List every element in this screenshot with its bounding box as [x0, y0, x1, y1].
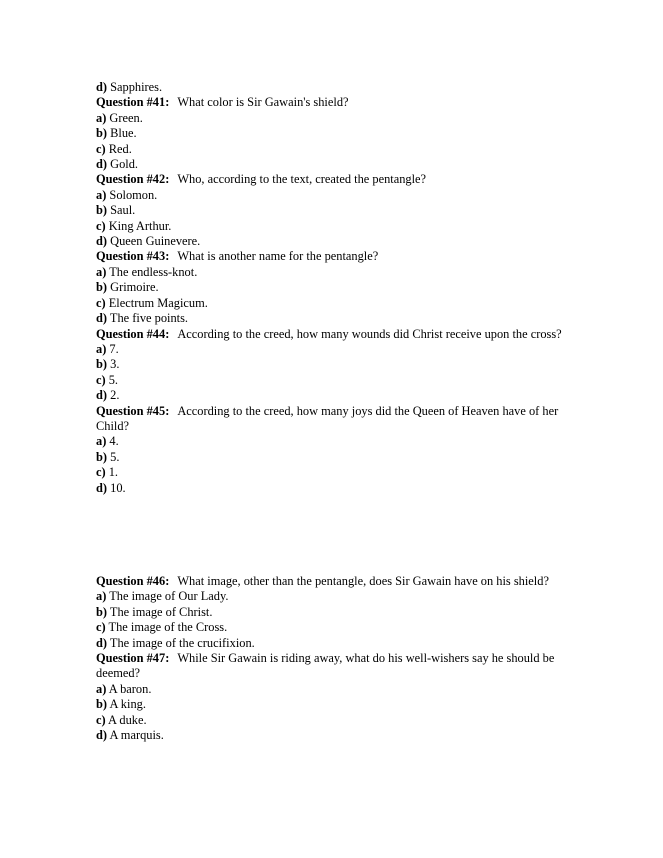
option-letter: d)	[96, 388, 108, 403]
answer-option	[96, 481, 576, 496]
option-text: 5.	[107, 449, 120, 464]
question-label: Question #44:	[96, 326, 170, 341]
option-letter: d)	[96, 157, 108, 172]
answer-option	[96, 373, 576, 388]
option-letter: c)	[96, 141, 106, 156]
question	[96, 327, 576, 342]
question-text: What is another name for the pentangle?	[177, 249, 379, 264]
page-gap	[96, 496, 576, 574]
option-text: 3.	[107, 357, 120, 372]
option-text: A baron.	[106, 681, 152, 696]
option-text: Blue.	[107, 126, 137, 141]
option-letter: b)	[96, 126, 108, 141]
question	[96, 172, 576, 187]
question-text: According to the creed, how many wounds did Christ receive upon the cross?	[177, 326, 562, 341]
document-page	[96, 80, 576, 743]
option-text: 2.	[107, 388, 120, 403]
option-text: A marquis.	[107, 728, 164, 743]
option-text: Saul.	[107, 203, 136, 218]
option-text: Gold.	[107, 157, 139, 172]
option-letter: d)	[96, 311, 108, 326]
option-text: Sapphires.	[107, 80, 163, 94]
question	[96, 404, 576, 435]
answer-option	[96, 388, 576, 403]
question-text: While Sir Gawain is riding away, what do his well-wishers say he should be deemed?	[96, 651, 555, 681]
option-letter: c)	[96, 620, 106, 635]
option-text: A duke.	[105, 712, 147, 727]
answer-option	[96, 111, 576, 126]
answer-option	[96, 126, 576, 141]
option-text: Red.	[105, 141, 132, 156]
option-letter: b)	[96, 604, 108, 619]
option-letter: a)	[96, 110, 107, 125]
option-text: Grimoire.	[107, 280, 159, 295]
question	[96, 249, 576, 264]
answer-option	[96, 188, 576, 203]
question-label: Question #43:	[96, 249, 170, 264]
option-text: Solomon.	[106, 187, 158, 202]
option-text: 1.	[105, 465, 119, 480]
option-letter: a)	[96, 264, 107, 279]
option-text: The image of Our Lady.	[106, 589, 229, 604]
option-letter: a)	[96, 589, 107, 604]
answer-option	[96, 296, 576, 311]
option-letter: d)	[96, 728, 108, 743]
option-text: King Arthur.	[105, 218, 172, 233]
option-letter: c)	[96, 465, 106, 480]
option-letter: d)	[96, 80, 108, 94]
answer-option	[96, 589, 576, 604]
answer-option	[96, 280, 576, 295]
question-group-2	[96, 574, 576, 743]
option-letter: b)	[96, 357, 108, 372]
question	[96, 95, 576, 110]
option-text: The five points.	[107, 311, 189, 326]
answer-option	[96, 157, 576, 172]
option-text: 7.	[106, 341, 119, 356]
question	[96, 574, 576, 589]
option-text: The image of Christ.	[107, 604, 213, 619]
option-letter: a)	[96, 187, 107, 202]
option-text: 4.	[106, 434, 119, 449]
option-letter: c)	[96, 372, 106, 387]
option-text: A king.	[107, 697, 146, 712]
preamble	[96, 80, 576, 95]
answer-option	[96, 682, 576, 697]
option-text: The image of the crucifixion.	[107, 635, 255, 650]
answer-option	[96, 234, 576, 249]
option-letter: c)	[96, 712, 106, 727]
question-label: Question #47:	[96, 651, 170, 665]
option-letter: b)	[96, 280, 108, 295]
answer-option	[96, 311, 576, 326]
question-text: What image, other than the pentangle, does Sir Gawain have on his shield?	[177, 573, 549, 588]
question	[96, 651, 576, 682]
option-letter: d)	[96, 480, 108, 495]
answer-option	[96, 697, 576, 712]
option-letter: a)	[96, 341, 107, 356]
question-label: Question #42:	[96, 172, 170, 187]
option-letter: d)	[96, 234, 108, 249]
option-text: Queen Guinevere.	[107, 234, 201, 249]
question-text: Who, according to the text, created the pentangle?	[177, 172, 427, 187]
answer-option	[96, 342, 576, 357]
answer-option	[96, 203, 576, 218]
option-letter: c)	[96, 295, 106, 310]
answer-option	[96, 450, 576, 465]
option-text: 10.	[107, 480, 126, 495]
answer-option	[96, 713, 576, 728]
question-label: Question #41:	[96, 95, 170, 110]
option-letter: b)	[96, 449, 108, 464]
option-text: Green.	[106, 110, 143, 125]
answer-option	[96, 357, 576, 372]
answer-option	[96, 80, 576, 95]
answer-option	[96, 434, 576, 449]
answer-option	[96, 620, 576, 635]
question-label: Question #46:	[96, 573, 170, 588]
option-letter: a)	[96, 681, 107, 696]
question-text: According to the creed, how many joys did the Queen of Heaven have of her Child?	[96, 403, 559, 433]
option-letter: b)	[96, 203, 108, 218]
option-letter: a)	[96, 434, 107, 449]
option-text: 5.	[105, 372, 119, 387]
answer-option	[96, 728, 576, 743]
answer-option	[96, 265, 576, 280]
option-text: The image of the Cross.	[105, 620, 228, 635]
answer-option	[96, 142, 576, 157]
answer-option	[96, 219, 576, 234]
answer-option	[96, 605, 576, 620]
question-group-1	[96, 95, 576, 496]
option-letter: d)	[96, 635, 108, 650]
option-text: Electrum Magicum.	[105, 295, 208, 310]
option-text: The endless-knot.	[106, 264, 198, 279]
question-label: Question #45:	[96, 403, 170, 418]
option-letter: c)	[96, 218, 106, 233]
question-text: What color is Sir Gawain's shield?	[177, 95, 349, 110]
answer-option	[96, 636, 576, 651]
option-letter: b)	[96, 697, 108, 712]
answer-option	[96, 465, 576, 480]
